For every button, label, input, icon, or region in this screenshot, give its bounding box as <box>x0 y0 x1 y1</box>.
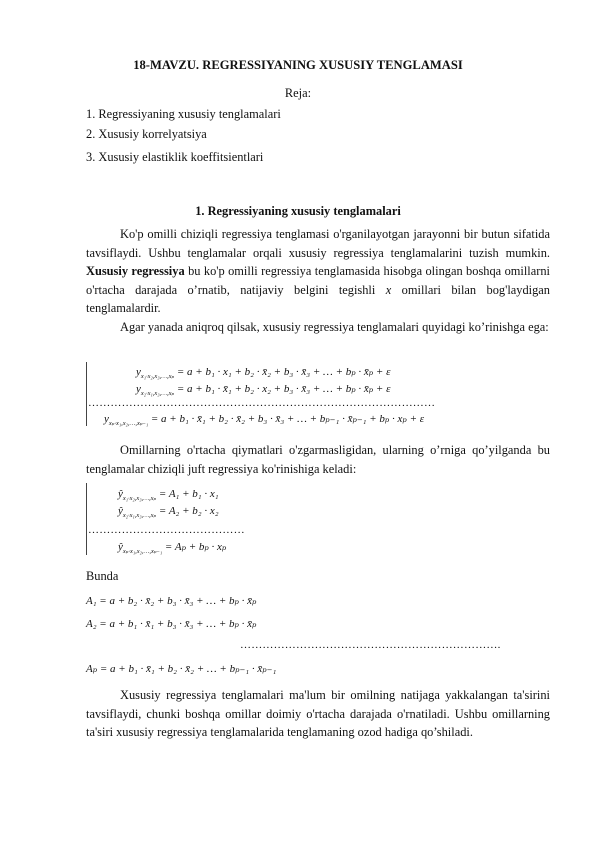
page-title: 18-MAVZU. REGRESSIYANING XUSUSIY TENGLAMASI <box>133 58 463 72</box>
system-brace <box>86 483 87 555</box>
equation-body: = A₂ + b₂ · x₂ <box>158 505 219 517</box>
plan-label: Reja: <box>284 86 312 100</box>
section-heading: 1. Regressiyaning xususiy tenglamalari <box>195 204 401 218</box>
paragraph-conclusion <box>86 686 550 742</box>
equation-body: = a + b₁ · x₁ + b₂ · x̄₂ + b₃ · x̄₃ + … + bₚ · x̄ₚ + ε <box>176 366 391 378</box>
paragraph-constants <box>86 441 550 478</box>
plan-item: 2. Xususiy korrelyatsiya <box>86 127 207 141</box>
dotted-line: ……………………………………………………………. <box>240 639 501 651</box>
plan-item: 1. Regressiyaning xususiy tenglamalari <box>86 107 281 121</box>
definition-ap: Aₚ = a + b₁ · x̄₁ + b₂ · x̄₂ + … + bₚ₋₁ · x̄ₚ₋₁ <box>86 663 277 675</box>
system-brace <box>86 362 87 426</box>
equation-row: $ŷ_{x_2\cdot x_1,x_3,\dots,x_p} = A_2 + b_2 \cdot x_2$ <box>118 505 219 520</box>
equation-row: $y_{x_1\cdot x_2,x_3,\dots,x_p} = a + b_1 \cdot x_1 + b_2$ · x̄₂ + b₃ · x̄₃ + … + bₚ · x̄ₚ + ε <box>136 366 391 381</box>
dotted-line: ………………………………………………………………………………… <box>88 397 436 409</box>
bunda-label: Bunda <box>86 569 119 583</box>
definition-a1: A₁ = a + b₂ · x̄₂ + b₃ · x̄₃ + … + bₚ · x̄ₚ <box>86 595 257 607</box>
equation-body: = A₁ + b₁ · x₁ <box>158 488 219 500</box>
paragraph-intro <box>86 225 550 318</box>
variable-symbol: x <box>385 282 392 297</box>
definition-a2: A₂ = a + b₁ · x̄₁ + b₃ · x̄₃ + … + bₚ · x̄ₚ <box>86 618 257 630</box>
dotted-line: …………………………………… <box>88 524 245 536</box>
equation-row: $y_{x_2\cdot x_1,x_3,\dots,x_p} = a + b_1$ · x̄₁ + b₂ · x₂ + b₃ · x̄₃ + … + bₚ · x̄ₚ + ε <box>136 383 391 398</box>
equation-body: = a + b₁ · x̄₁ + b₂ · x̄₂ + b₃ · x̄₃ + … + bₚ₋₁ · x̄ₚ₋₁ + bₚ · xₚ + ε <box>150 413 425 425</box>
equation-body: = a + b₁ · x̄₁ + b₂ · x₂ + b₃ · x̄₃ + … + bₚ · x̄ₚ + ε <box>176 383 391 395</box>
paragraph-text: Ko'p omilli chiziqli regressiya tenglamasi o'rganilayotgan jarayonni bir butun sifatida tavsiflaydi. Ushbu tenglamalar orqali xususiy regressiya tenglamalarini tuzish mumkin. <box>86 227 550 260</box>
paragraph-text: Xususiy regressiya tenglamalari ma'lum bir omilning natijaga yakkalangan ta'sirini tavsiflaydi, chunki boshqa omillar doimiy o'rtacha darajada o'rnatiladi. Ushbu omillarning ta'siri xususiy regressiya tenglamalarida tenglamaning ozod hadiga qo’shiladi. <box>86 688 550 740</box>
equation-body: = Aₚ + bₚ · xₚ <box>164 541 227 553</box>
bold-term: Xususiy regressiya <box>86 264 185 279</box>
equation-row: $y_{x_p\cdot x_1,x_2,\dots,x_{p-1}} = a + b_1$ · x̄₁ + b₂ · x̄₂ + b₃ · x̄₃ + … + bₚ₋₁ · x̄ₚ₋₁ + bₚ · xₚ + ε <box>104 413 425 428</box>
paragraph-text: bu ko'p omilli regressiya tenglamasida hisobga olingan boshqa omillarni o'rtacha darajada o’rnatib, natijaviy belgini tegishli <box>86 264 550 297</box>
paragraph-more-precise <box>86 318 550 337</box>
paragraph-text: Omillarning o'rtacha qiymatlari o'zgarmasligidan, ularning o’rniga qo’yilganda bu tenglamalar chiziqli juft regressiya ko'rinishiga keladi: <box>86 443 550 476</box>
paragraph-text: omillari bilan bog'laydigan tenglamalardir. <box>86 282 550 316</box>
paragraph-text: Agar yanada aniqroq qilsak, xususiy regressiya tenglamalari quyidagi ko’rinishga ega: <box>120 320 549 334</box>
equation-row: $ŷ_{x_p\cdot x_1,x_2,\dots,x_{p-1}} = A_p + b_p \cdot x_p$ <box>118 541 227 556</box>
plan-item: 3. Xususiy elastiklik koeffitsientlari <box>86 150 264 164</box>
equation-row: $ŷ_{x_1\cdot x_2,x_3,\dots,x_p} = A_1 + b_1 \cdot x_1$ <box>118 488 219 503</box>
